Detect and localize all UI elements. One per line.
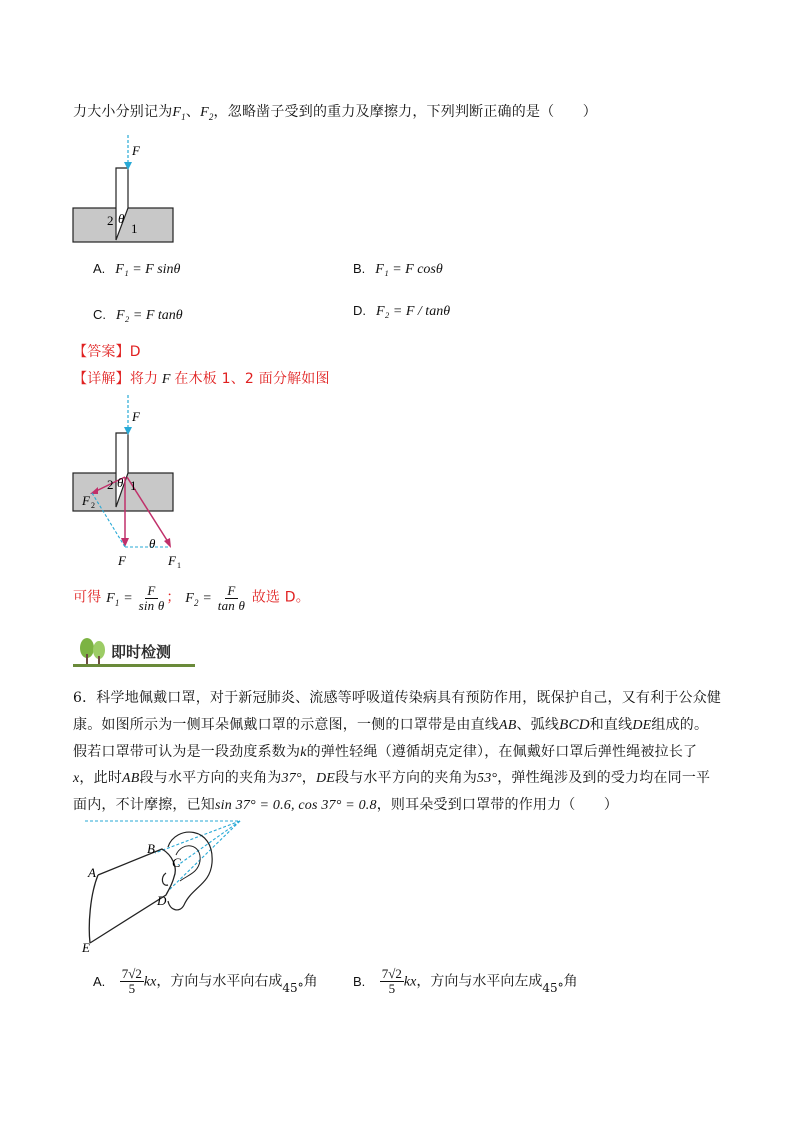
q6-line-2a: 康。如图所示为一侧耳朵佩戴口罩的示意图，一侧的口罩带是由直线 <box>73 717 499 733</box>
q6-option-a-den: 5 <box>128 981 136 996</box>
detail-text: 将力 <box>129 371 159 387</box>
chisel-figure <box>70 135 180 250</box>
f2-sub-label: 2 <box>91 501 95 510</box>
q6-line-4b: 段与水平方向的夹角为 <box>139 770 282 786</box>
q6-option-b-fraction <box>380 967 404 996</box>
section-title: 即时检测 <box>111 643 172 661</box>
face-2-label: 2 <box>107 213 114 228</box>
q6-line-5b: ，则耳朵受到口罩带的作用力（ ） <box>376 797 619 813</box>
section-banner <box>73 636 195 668</box>
f1-fraction: $\frac{F}{\text{sin θ}}$ <box>138 583 165 613</box>
option-d-text: F₂ = F / tanθ <box>376 304 451 319</box>
separator: 、 <box>185 104 201 120</box>
force-label: F <box>132 409 140 424</box>
f1-sub-label: 1 <box>177 561 181 570</box>
section-underline <box>73 664 195 667</box>
face-2-label: 2 <box>107 477 114 492</box>
q6-line-2c: 和直线 <box>589 717 633 733</box>
ab-symbol: AB <box>122 771 140 786</box>
q6-option-a-angle: 45° <box>282 980 304 995</box>
f1-label: F <box>168 553 176 568</box>
conclusion-post: 故选 D。 <box>251 589 310 606</box>
ear-mask-figure <box>80 815 250 955</box>
detail-line <box>73 368 330 388</box>
angle-37: 37° <box>281 771 302 786</box>
ab-symbol: AB <box>499 718 517 733</box>
theta-label-bottom: θ <box>149 536 156 551</box>
q6-line-4a: ，此时 <box>79 770 123 786</box>
option-b-label: B. <box>353 261 366 276</box>
option-d-label: D. <box>353 303 366 318</box>
q6-line-4d: ，弹性绳涉及到的受力均在同一平 <box>497 770 711 786</box>
option-a-label: A. <box>93 261 106 276</box>
option-d[interactable] <box>353 303 450 320</box>
k-symbol: k <box>300 745 307 760</box>
trig-values: sin 37° = 0.6, cos 37° = 0.8 <box>215 798 377 813</box>
de-symbol: DE <box>632 718 652 733</box>
q6-option-b-label: B. <box>353 973 366 989</box>
face-1-label: 1 <box>130 478 137 493</box>
q6-option-b-kx: kx <box>403 974 417 990</box>
theta-label: θ <box>117 475 124 490</box>
q6-option-b-num: 7√2 <box>381 966 402 981</box>
de-symbol: DE <box>315 771 336 786</box>
f2-label: F <box>82 493 90 508</box>
q6-line-4c: 段与水平方向的夹角为 <box>335 770 478 786</box>
f2-fraction: $\frac{F}{\text{tan θ}}$ <box>217 583 246 613</box>
q6-option-b[interactable] <box>353 967 578 996</box>
q5-intro-line <box>73 101 597 122</box>
resultant-f-label: F <box>118 553 126 568</box>
dashed-line-b <box>155 821 240 853</box>
option-a-text: F₁ = F sinθ <box>115 262 181 277</box>
force-f-symbol: F <box>158 372 175 387</box>
option-c-label: C. <box>93 307 106 322</box>
option-c[interactable] <box>93 307 183 324</box>
q6-line-2 <box>73 714 708 734</box>
detail-text-2: 在木板 1、2 面分解如图 <box>174 371 330 387</box>
decomposition-figure <box>70 395 190 570</box>
q6-option-b-end: 角 <box>563 973 578 990</box>
angle-53: 53° <box>477 771 498 786</box>
q5-intro-text: 力大小分别记为 <box>73 104 173 120</box>
q6-line-3b: 的弹性轻绳（遵循胡克定律），在佩戴好口罩后弹性绳被拉长了 <box>306 744 698 760</box>
bcd-symbol: BCD <box>559 717 590 733</box>
q6-option-a[interactable] <box>93 967 318 996</box>
q6-line-2b: 、弧线 <box>516 717 560 733</box>
face-1-label: 1 <box>131 221 138 236</box>
option-a[interactable] <box>93 261 180 278</box>
q6-option-b-angle: 45° <box>542 980 564 995</box>
q6-line-3 <box>73 741 697 761</box>
point-d-label: D <box>157 893 167 908</box>
q5-intro-end: ，忽略凿子受到的重力及摩擦力，下列判断正确的是（ ） <box>213 104 597 120</box>
tree-icon <box>77 636 109 666</box>
q6-option-b-text: ，方向与水平向左成 <box>416 973 543 990</box>
q6-line-5 <box>73 794 618 814</box>
force-label: F <box>132 143 140 158</box>
x-symbol: x <box>73 771 80 786</box>
q6-line-5a: 面内，不计摩擦，已知 <box>73 797 215 813</box>
q6-option-a-label: A. <box>93 973 106 989</box>
answer-line: 【答案】D <box>73 344 141 360</box>
point-e-label: E <box>82 940 90 955</box>
conclusion-pre: 可得 <box>73 589 102 606</box>
q6-option-a-kx: kx <box>143 974 157 990</box>
q6-option-b-den: 5 <box>388 981 396 996</box>
point-a-label: A <box>88 865 96 880</box>
point-c-label: C <box>172 855 181 870</box>
f2-equation: $F_2$ = $\frac{F}{\text{tan θ}}$ <box>185 583 246 613</box>
theta-label: θ <box>118 211 125 226</box>
ear-lobe-curl <box>162 873 168 885</box>
q6-option-a-fraction <box>120 967 144 996</box>
q6-line-2d: 组成的。 <box>651 717 709 733</box>
f1-equation: $F_1$ = $\frac{F}{\text{sin θ}}$ <box>106 583 165 613</box>
q6-option-a-end: 角 <box>303 973 318 990</box>
point-b-label: B <box>147 841 155 856</box>
q6-line-3a: 假若口罩带可认为是一段劲度系数为 <box>73 744 301 760</box>
q6-option-a-text: ，方向与水平向右成 <box>156 973 283 990</box>
q6-line-1: 6．科学地佩戴口罩，对于新冠肺炎、流感等呼吸道传染病具有预防作用，既保护自己，又有利于公众健 <box>73 690 722 706</box>
option-b[interactable] <box>353 261 443 278</box>
f2-symbol: $F_2$ <box>200 105 214 122</box>
q6-option-a-num: 7√2 <box>121 966 142 981</box>
mask-edge <box>89 875 98 943</box>
detail-tag: 【详解】 <box>73 371 130 387</box>
option-b-text: F₁ = F cosθ <box>375 262 443 277</box>
ear-outer <box>168 832 212 910</box>
option-c-text: F₂ = F tanθ <box>116 308 183 323</box>
q6-line-4: x，此时AB段与水平方向的夹角为37°，DE段与水平方向的夹角为53°，弹性绳涉及到的受力均在同一平 <box>73 770 711 786</box>
f1-symbol: $F_1$ <box>172 105 186 122</box>
conclusion-line <box>73 584 310 613</box>
conclusion-separator: ； <box>166 589 181 606</box>
